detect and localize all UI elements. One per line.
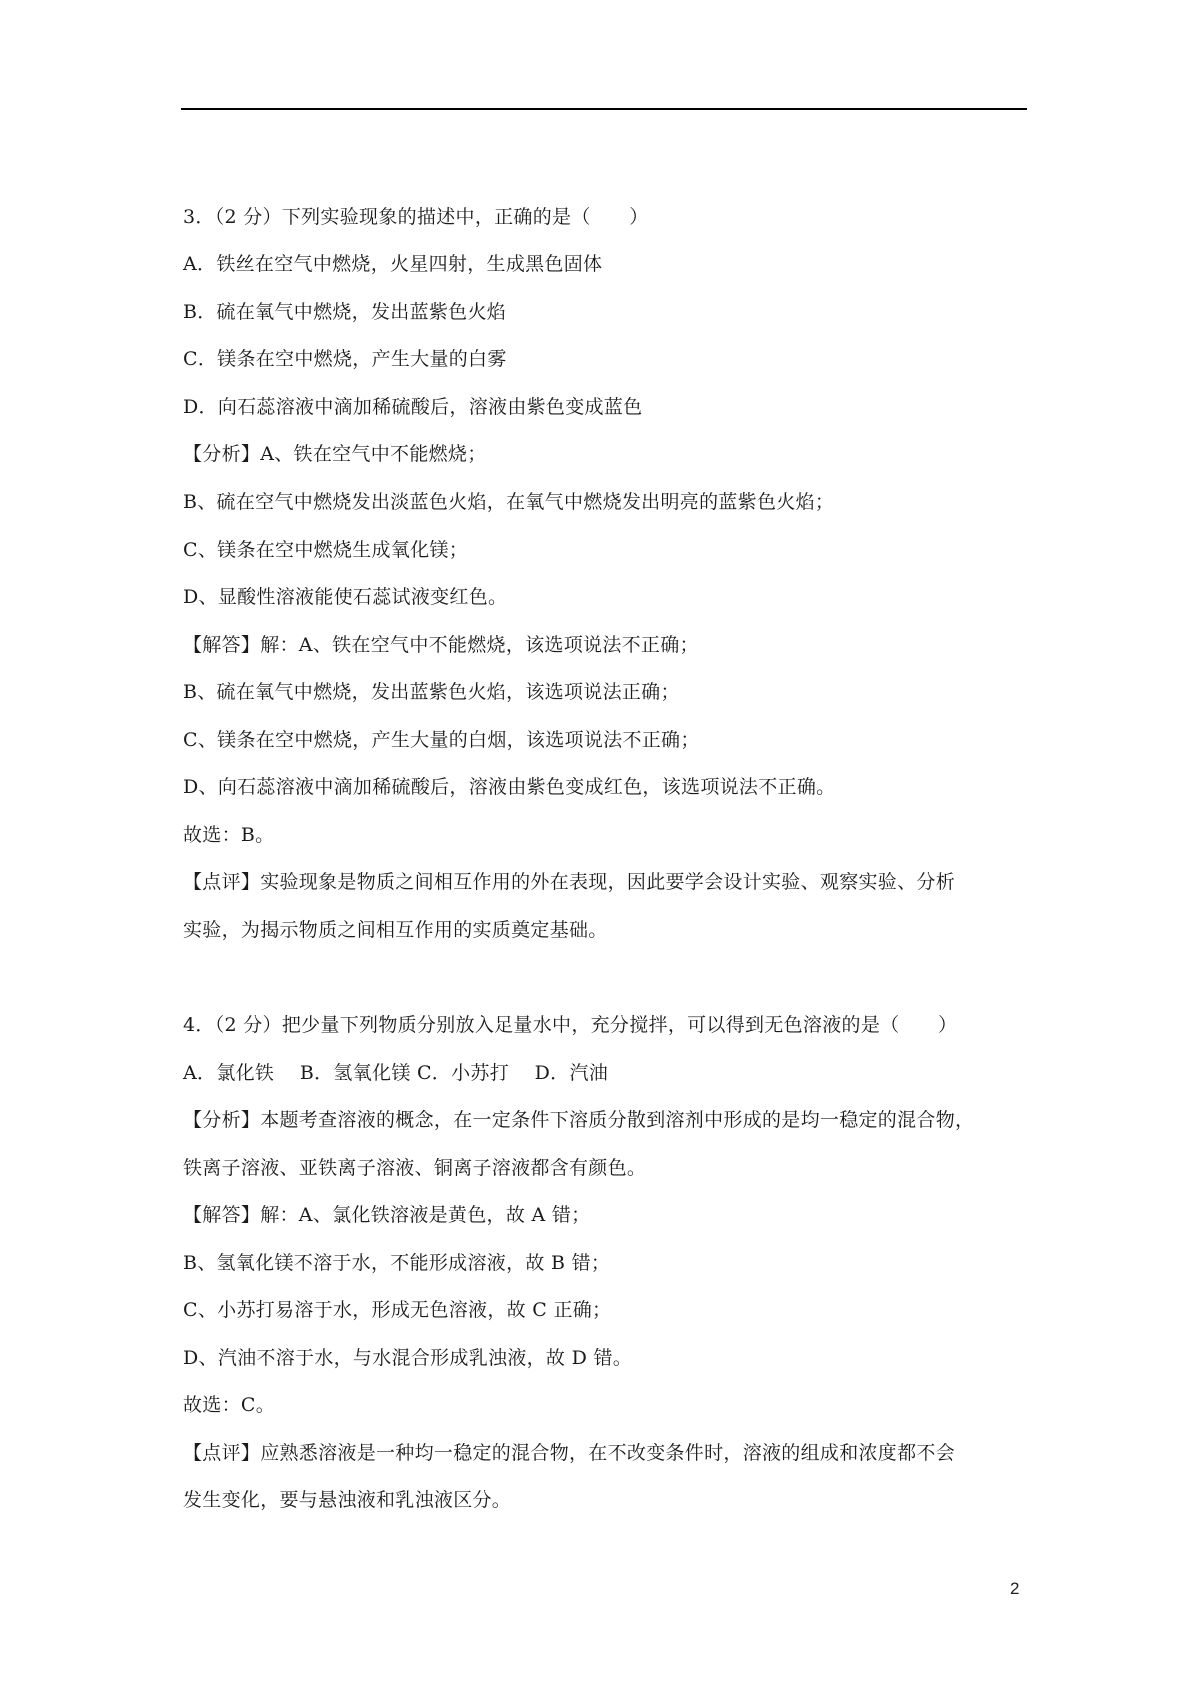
question-3-comment-line: 实验，为揭示物质之间相互作用的实质奠定基础。: [183, 919, 608, 941]
question-3-comment: 【点评】实验现象是物质之间相互作用的外在表现，因此要学会设计实验、观察实验、分析: [183, 871, 956, 893]
question-3-answer: 【解答】解：A、铁在空气中不能燃烧，该选项说法不正确；: [183, 634, 699, 656]
question-3-answer-line: C、镁条在空中燃烧，产生大量的白烟，该选项说法不正确；: [183, 729, 700, 751]
question-4-comment: 【点评】应熟悉溶液是一种均一稳定的混合物，在不改变条件时，溶液的组成和浓度都不会: [183, 1442, 956, 1464]
question-4-answer: 【解答】解：A、氯化铁溶液是黄色，故 A 错；: [183, 1204, 591, 1226]
question-4-analysis-line: 铁离子溶液、亚铁离子溶液、铜离子溶液都含有颜色。: [183, 1157, 647, 1179]
question-4-choice: 故选：C。: [183, 1394, 276, 1416]
question-3-option-d: D．向石蕊溶液中滴加稀硫酸后，溶液由紫色变成蓝色: [183, 396, 643, 418]
question-3-analysis: 【分析】A、铁在空气中不能燃烧；: [183, 443, 487, 465]
page-number: 2: [1010, 1579, 1020, 1598]
question-4-stem: 4．（2 分）把少量下列物质分别放入足量水中，充分搅拌，可以得到无色溶液的是（ ）: [183, 1014, 958, 1036]
question-3-option-b: B．硫在氧气中燃烧，发出蓝紫色火焰: [183, 301, 507, 323]
question-4-answer-line: D、汽油不溶于水，与水混合形成乳浊液，故 D 错。: [183, 1347, 633, 1369]
question-3-analysis-line: C、镁条在空中燃烧生成氧化镁；: [183, 539, 469, 561]
question-3-option-c: C．镁条在空中燃烧，产生大量的白雾: [183, 348, 507, 370]
question-3-option-a: A．铁丝在空气中燃烧，火星四射，生成黑色固体: [183, 253, 603, 275]
question-3-answer-line: D、向石蕊溶液中滴加稀硫酸后，溶液由紫色变成红色，该选项说法不正确。: [183, 776, 836, 798]
question-3-answer-line: B、硫在氧气中燃烧，发出蓝紫色火焰，该选项说法正确；: [183, 681, 680, 703]
question-4-answer-line: B、氢氧化镁不溶于水，不能形成溶液，故 B 错；: [183, 1252, 611, 1274]
question-3-analysis-line: D、显酸性溶液能使石蕊试液变红色。: [183, 586, 508, 608]
question-3-choice: 故选：B。: [183, 824, 275, 846]
question-3-stem: 3．（2 分）下列实验现象的描述中，正确的是（ ）: [183, 206, 649, 228]
question-4-options: A．氯化铁 B．氢氧化镁 C．小苏打 D．汽油: [183, 1062, 609, 1084]
question-4-comment-line: 发生变化，要与悬浊液和乳浊液区分。: [183, 1489, 512, 1511]
question-3-analysis-line: B、硫在空气中燃烧发出淡蓝色火焰，在氧气中燃烧发出明亮的蓝紫色火焰；: [183, 491, 835, 513]
header-rule: [181, 108, 1027, 110]
question-4-answer-line: C、小苏打易溶于水，形成无色溶液，故 C 正确；: [183, 1299, 612, 1321]
question-4-analysis: 【分析】本题考查溶液的概念，在一定条件下溶质分散到溶剂中形成的是均一稳定的混合物，: [183, 1109, 975, 1131]
